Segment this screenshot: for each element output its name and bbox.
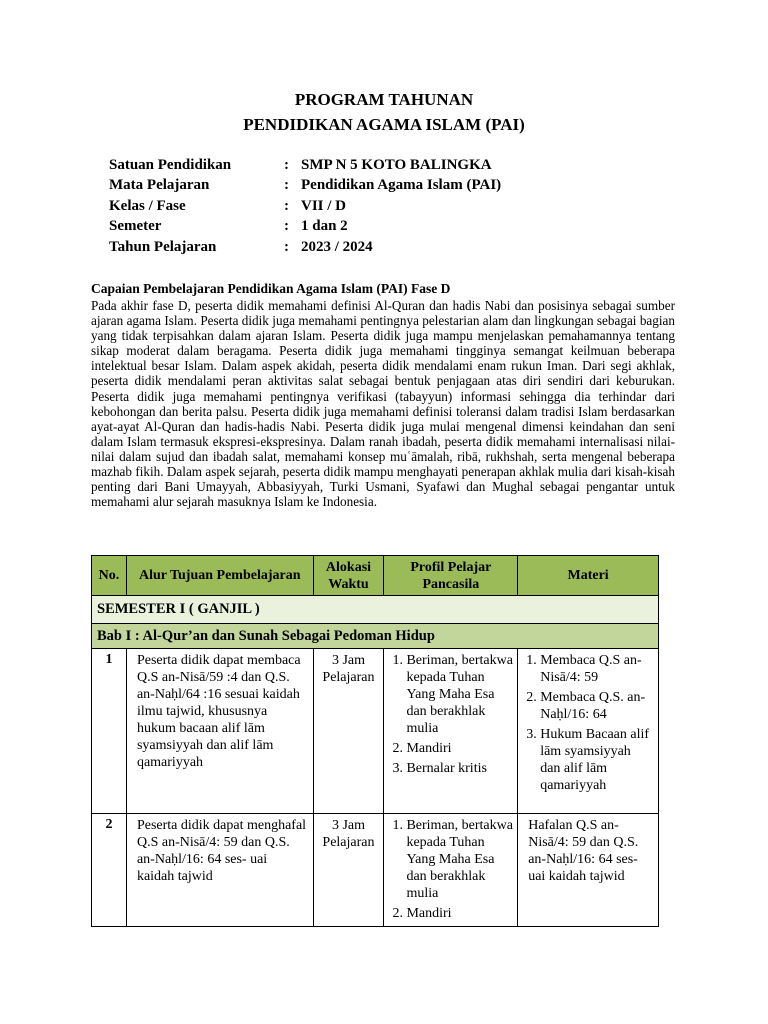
identity-value: 2023 / 2024 (301, 238, 373, 255)
row-alokasi: 3 Jam Pelajaran (313, 814, 384, 927)
identity-colon: : (284, 177, 289, 194)
identity-value: Pendidikan Agama Islam (PAI) (301, 177, 502, 194)
identity-label: Kelas / Fase (109, 197, 186, 214)
materi-item: 3. Hukum Bacaan alif lām syamsiyyah dan alif lām qamariyyah (540, 726, 654, 794)
document-subtitle: PENDIDIKAN AGAMA ISLAM (PAI) (243, 115, 525, 134)
header-profil: Profil Pelajar Pancasila (384, 556, 518, 596)
document-title: PROGRAM TAHUNAN (294, 90, 474, 109)
row-alur: Peserta didik dapat menghafal Q.S an-Nisā/4: 59 dan Q.S. an-Naḥl/16: 64 ses- uai kaidah tajwid (126, 814, 313, 927)
identity-label: Semeter (109, 218, 162, 235)
header-no: No. (92, 556, 127, 596)
profil-item: 2. Mandiri (406, 905, 513, 922)
identity-label: Mata Pelajaran (109, 177, 210, 194)
identity-value: VII / D (301, 197, 347, 214)
identity-colon: : (284, 197, 289, 214)
table-row (92, 649, 659, 814)
row-number: 1 (92, 649, 127, 814)
row-alokasi: 3 Jam Pelajaran (313, 649, 384, 814)
program-table (91, 555, 659, 927)
identity-colon: : (284, 157, 289, 173)
materi-item: 1. Membaca Q.S an-Nisā/4: 59 (540, 652, 654, 686)
materi-item: 2. Membaca Q.S. an-Naḥl/16: 64 (540, 689, 654, 723)
chapter-row (92, 624, 659, 649)
table-header-row (92, 556, 659, 596)
identity-label: Tahun Pelajaran (109, 238, 217, 255)
row-profil (384, 814, 518, 927)
profil-item: 1. Beriman, bertakwa kepada Tuhan Yang Maha Esa dan berakhlak mulia (406, 817, 513, 902)
capaian-body: Pada akhir fase D, peserta didik memahami definisi Al-Quran dan hadis Nabi dan posisinya sebagai sumber ajaran agama Islam. Peserta didik juga memahami pentingnya pelestarian alam dan lingkungan sebagai bagian yang tidak terpisahkan dalam ajaran Islam. Peserta didik juga mampu menjelaskan pemahamannya tentang sikap moderat dalam beragama. Peserta didik juga memahami tingginya semangat keilmuan beberapa intelektual besar Islam. Dalam aspek akidah, peserta didik mendalami enam rukun Iman. Dari segi akhlak, peserta didik mendalami peran aktivitas salat sebagai bentuk penjagaan atas diri sendiri dari keburukan. Peserta didik juga memahami pentingnya verifikasi (tabayyun) informasi sehingga dia terhindar dari kebohongan dan berita palsu. Peserta didik juga memahami definisi toleransi dalam tradisi Islam berdasarkan ayat-ayat Al-Quran dan hadis-hadis Nabi. Peserta didik juga mulai mengenal dimensi keindahan dan seni dalam Islam termasuk ekspresi-ekspresinya. Dalam ranah ibadah, peserta didik memahami internalisasi nilai-nilai dalam sujud dan ibadah salat, memahami konsep muʿāmalah, ribā, rukhshah, serta mengenal beberapa mazhab fikih. Dalam aspek sejarah, peserta didik mampu menghayati penerapan akhlak mulia dari kisah-kisah penting dari Bani Umayyah, Abbasiyyah, Turki Usmani, Syafawi dan Mughal sebagai pengantar untuk memahami alur sejarah masuknya Islam ke Indonesia. (91, 298, 675, 510)
row-alur: Peserta didik dapat membaca Q.S an-Nisā/59 :4 dan Q.S. an-Naḥl/64 :16 sesuai kaidah ilmu tajwid, khususnya hukum bacaan alif lām syamsiyyah dan alif lām qamariyyah (126, 649, 313, 814)
materi-list (522, 652, 654, 794)
header-alur: Alur Tujuan Pembelajaran (126, 556, 313, 596)
identity-colon: : (284, 218, 289, 235)
identity-label: Satuan Pendidikan (109, 157, 232, 173)
materi-text: Hafalan Q.S an-Nisā/4: 59 dan Q.S. an-Naḥl/16: 64 ses- uai kaidah tajwid (528, 818, 639, 884)
profil-list (388, 652, 513, 777)
identity-value: SMP N 5 KOTO BALINGKA (301, 157, 492, 173)
semester-row (92, 596, 659, 624)
capaian-title: Capaian Pembelajaran Pendidikan Agama Islam (PAI) Fase D (91, 281, 451, 296)
profil-list (388, 817, 513, 922)
profil-item: 1. Beriman, bertakwa kepada Tuhan Yang Maha Esa dan berakhlak mulia (406, 652, 513, 737)
row-materi (518, 814, 659, 927)
header-alokasi: Alokasi Waktu (313, 556, 384, 596)
semester-label: SEMESTER I ( GANJIL ) (92, 596, 659, 624)
row-number: 2 (92, 814, 127, 927)
identity-colon: : (284, 238, 289, 255)
chapter-label: Bab I : Al-Qur’an dan Sunah Sebagai Pedoman Hidup (92, 624, 659, 649)
row-profil (384, 649, 518, 814)
header-materi: Materi (518, 556, 659, 596)
table-row (92, 814, 659, 927)
row-materi (518, 649, 659, 814)
identity-value: 1 dan 2 (301, 218, 348, 235)
profil-item: 3. Bernalar kritis (406, 760, 513, 777)
profil-item: 2. Mandiri (406, 740, 513, 757)
